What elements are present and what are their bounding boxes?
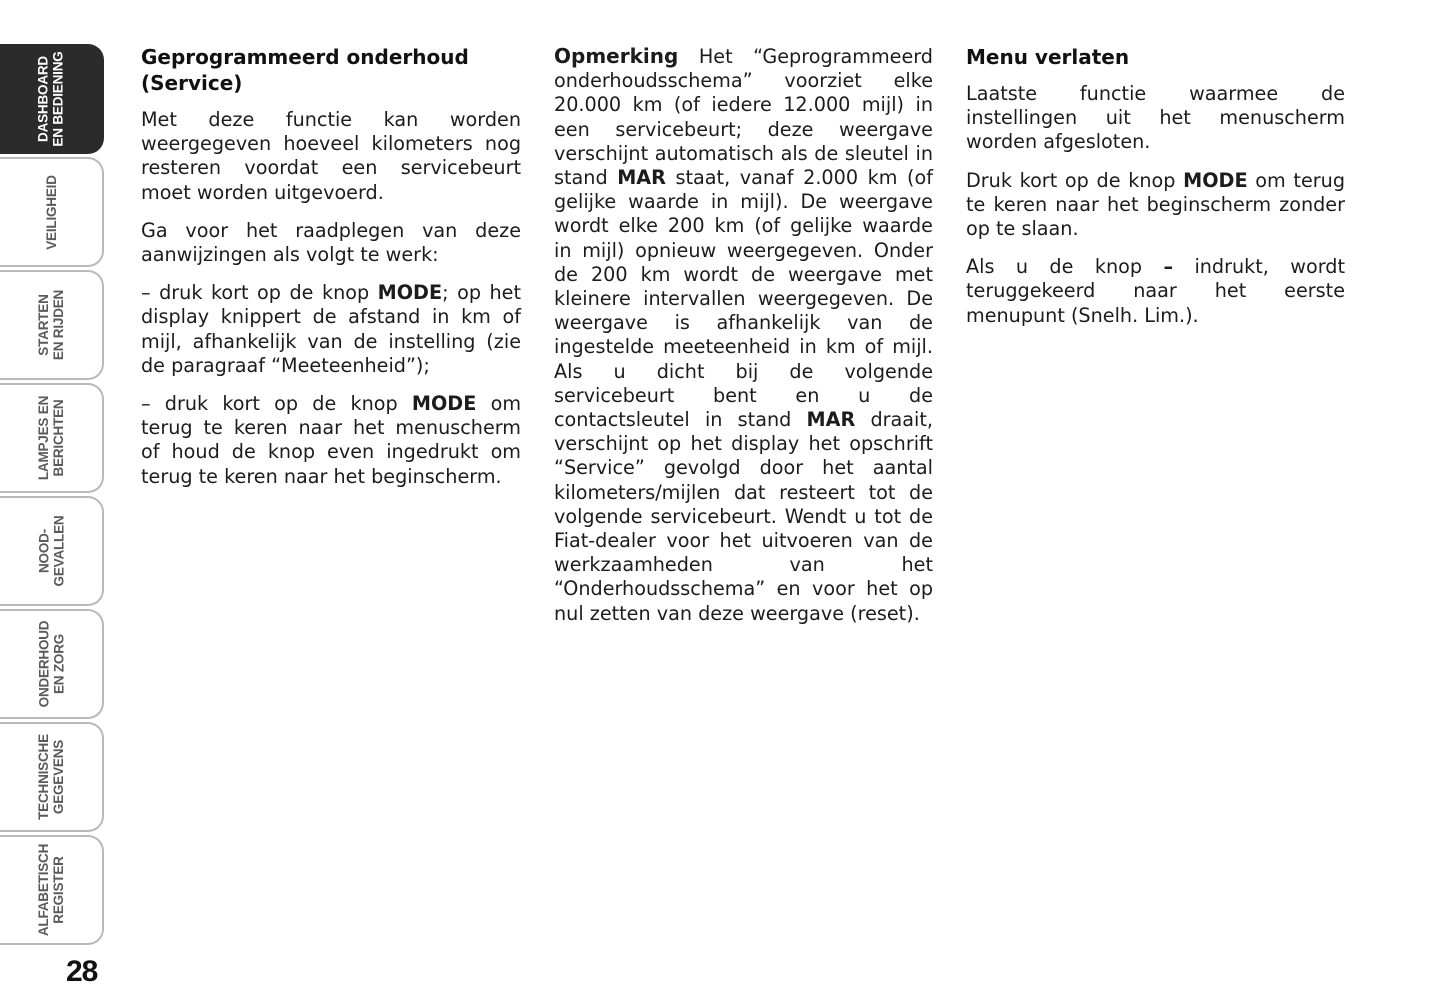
- tab-label-line2: BERICHTEN: [51, 399, 66, 477]
- tab-label-line1: NOOD-: [36, 529, 51, 573]
- column-menu-exit: [966, 44, 1345, 342]
- tab-label-line2: EN BEDIENING: [51, 51, 66, 147]
- tab-label-line2: REGISTER: [51, 856, 66, 924]
- instruction-step: – druk kort op de knop MODE; op het display knippert de afstand in km of mijl, afhankelijk van de instelling (zie de paragraaf “Meeteenheid”);: [141, 281, 521, 377]
- tab-label-line1: TECHNISCHE: [35, 734, 51, 820]
- tab-alfabetisch-register[interactable]: [0, 835, 104, 945]
- paragraph: Ga voor het raadplegen van deze aanwijzingen als volgt te werk:: [141, 218, 521, 267]
- tab-veiligheid[interactable]: [0, 157, 104, 267]
- tab-label-line1: ONDERHOUD: [35, 620, 51, 708]
- key-position: MAR: [617, 166, 666, 190]
- tab-technische-gegevens[interactable]: [0, 722, 104, 832]
- tab-lampjes[interactable]: [0, 383, 104, 493]
- instruction-step: – druk kort op de knop MODE om terug te keren naar het menuscherm of houd de knop even ingedrukt om terug te keren naar het beginscherm.: [141, 392, 522, 488]
- button-name: MODE: [377, 281, 443, 305]
- button-name: –: [1163, 255, 1174, 279]
- tab-label-line2: EN ZORG: [50, 633, 66, 695]
- tab-noodgevallen[interactable]: [0, 496, 104, 606]
- button-name: MODE: [411, 392, 477, 416]
- tab-label-line2: GEVALLEN: [51, 515, 66, 587]
- tab-dashboard[interactable]: [0, 44, 104, 154]
- note-label: Opmerking: [554, 44, 679, 68]
- tab-onderhoud[interactable]: [0, 609, 104, 719]
- paragraph: Als u de knop – indrukt, wordt teruggekeerd naar het eerste menupunt (Snelh. Lim.).: [966, 255, 1345, 327]
- button-name: MODE: [1183, 168, 1248, 192]
- tab-label-line1: DASHBOARD: [36, 56, 51, 142]
- tab-label-line1: LAMPJES EN: [36, 395, 51, 481]
- column-service: [141, 44, 521, 503]
- page-number: 28: [66, 955, 98, 988]
- key-position: MAR: [806, 408, 856, 432]
- tab-label-line1: STARTEN: [36, 294, 51, 356]
- paragraph: Druk kort op de knop MODE om terug te keren naar het beginscherm zonder op te slaan.: [966, 168, 1345, 241]
- tab-label-line1: ALFABETISCH: [36, 843, 51, 937]
- note-paragraph: Opmerking Het “Geprogrammeerd onderhoudsschema” voorziet elke 20.000 km (of iedere 12.000 mijl) in een servicebeurt; deze weergave verschijnt automatisch als de sleutel in stand MAR staat, vanaf 2.000 km (of gelijke waarde in mijl). De weergave wordt elke 200 km (of gelijke waarde in mijl) opnieuw weergegeven. Onder de 200 km wordt de weergave met kleinere intervallen weergegeven. De weergave is afhankelijk van de ingestelde meeteenheid in km of mijl. Als u dicht bij de volgende servicebeurt bent en u de contactsleutel in stand MAR draait, verschijnt op het display het opschrift “Service” gevolgd door het aantal kilometers/mijlen dat resteert tot de volgende servicebeurt. Wendt u tot de Fiat-dealer voor het uitvoeren van de werkzaamheden van het “Onderhoudsschema” en voor het op nul zetten van deze weergave (reset).: [554, 44, 933, 625]
- tab-label-line2: EN RIJDEN: [51, 289, 66, 361]
- tab-starten[interactable]: [0, 270, 104, 380]
- paragraph: Laatste functie waarmee de instellingen uit het menuscherm worden afgesloten.: [966, 82, 1345, 154]
- column-note: [554, 44, 933, 640]
- tab-label-line1: VEILIGHEID: [43, 174, 59, 250]
- paragraph: Met deze functie kan worden weergegeven hoeveel kilometers nog resteren voordat een servicebeurt moet worden uitgevoerd.: [141, 108, 521, 204]
- section-heading-service: Geprogrammeerd onderhoud (Service): [141, 45, 469, 95]
- section-heading-menu-exit: Menu verlaten: [966, 45, 1130, 69]
- tab-label-line2: GEGEVENS: [50, 739, 66, 815]
